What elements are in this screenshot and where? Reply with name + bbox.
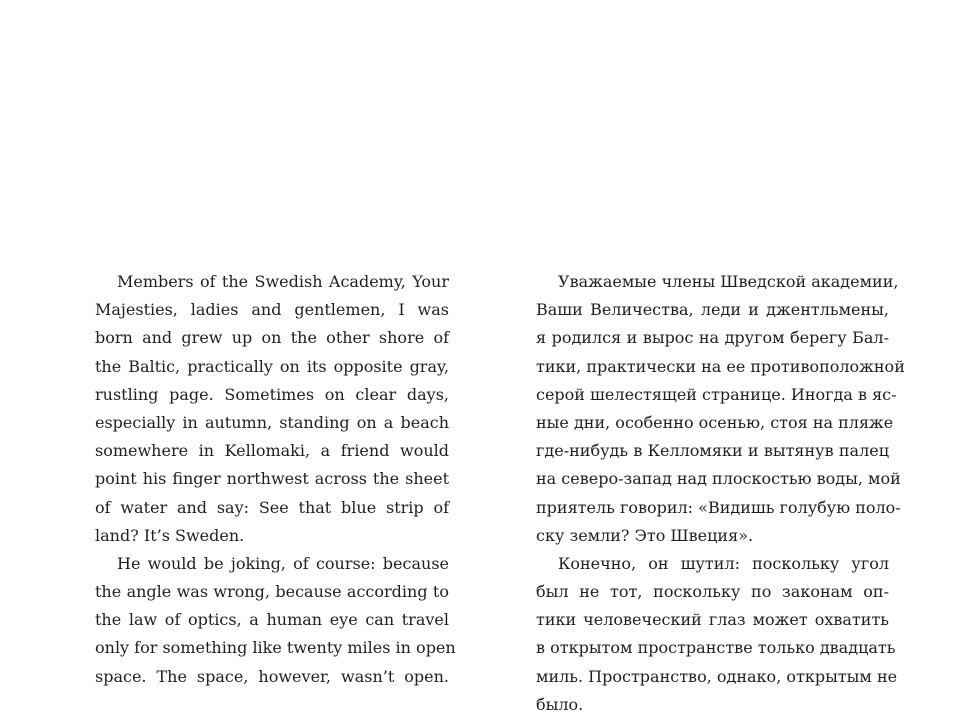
text-line: я родился и вырос на другом берегу Бал- (536, 328, 889, 348)
text-line: point his finger northwest across the sheet (95, 469, 449, 489)
text-line: land? It’s Sweden. (95, 525, 245, 545)
text-line: был не тот, поскольку по законам оп- (536, 582, 889, 602)
text-line: space. The space, however, wasn’t open. (95, 666, 449, 686)
text-line: especially in autumn, standing on a beach (95, 412, 449, 432)
text-line: приятель говорил: «Видишь голубую поло- (536, 497, 901, 517)
text-line: где-нибудь в Келломяки и вытянув палец (536, 441, 889, 461)
text-line: Majesties, ladies and gentlemen, I was (95, 300, 449, 320)
english-page (95, 268, 456, 691)
text-line: born and grew up on the other shore of (95, 328, 449, 348)
text-line: only for something like twenty miles in open (95, 638, 456, 658)
text-line: of water and say: See that blue strip of (95, 497, 449, 517)
paragraph (95, 550, 456, 691)
text-line: the law of optics, a human eye can travel (95, 610, 449, 630)
text-line: тики человеческий глаз может охватить (536, 610, 889, 630)
text-line: Уважаемые члены Шведской академии, (558, 272, 899, 291)
text-line: миль. Пространство, однако, открытым не (536, 666, 898, 686)
text-line: somewhere in Kellomaki, a friend would (95, 441, 449, 461)
paragraph (536, 268, 905, 550)
text-line: серой шелестящей странице. Иногда в яс- (536, 384, 897, 404)
text-line: Ваши Величества, леди и джентльмены, (536, 300, 889, 320)
text-line: было. (536, 694, 584, 714)
paragraph (95, 268, 449, 550)
text-line: Members of the Swedish Academy, Your (117, 272, 449, 291)
paragraph (536, 550, 898, 719)
russian-page (536, 268, 905, 719)
text-line: rustling page. Sometimes on clear days, (95, 384, 449, 404)
text-line: the angle was wrong, because according to (95, 582, 449, 602)
text-line: в открытом пространстве только двадцать (536, 638, 896, 658)
text-line: Конечно, он шутил: поскольку угол (558, 553, 889, 573)
text-line: He would be joking, of course: because (117, 553, 449, 573)
text-line: the Baltic, practically on its opposite gray, (95, 356, 449, 376)
text-line: на северо-запад над плоскостью воды, мой (536, 469, 901, 489)
text-line: ные дни, особенно осенью, стоя на пляже (536, 412, 894, 432)
text-line: тики, практически на ее противоположной (536, 356, 905, 376)
text-line: ску земли? Это Швеция». (536, 525, 754, 545)
